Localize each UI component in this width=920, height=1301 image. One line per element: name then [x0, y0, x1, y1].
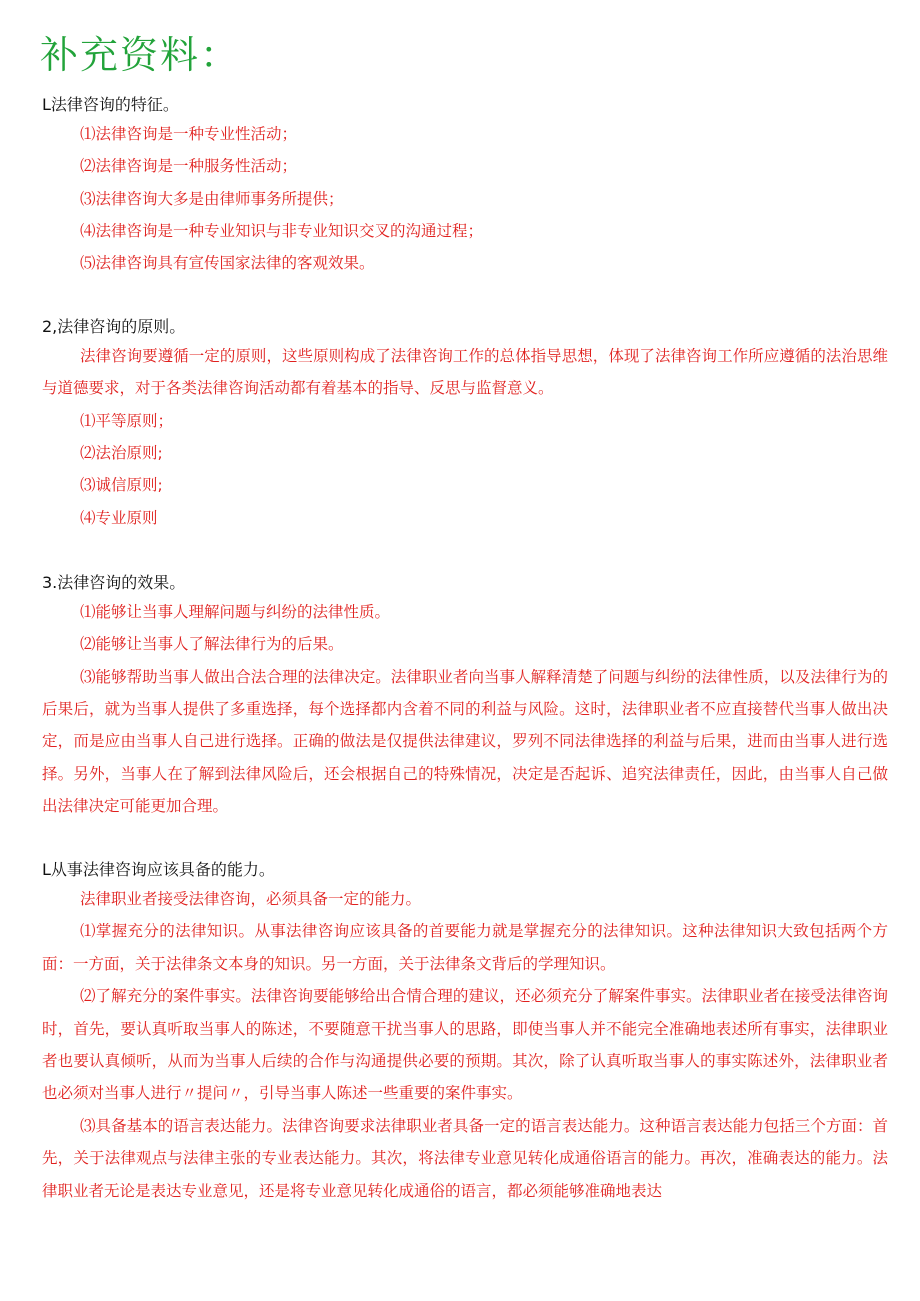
- section-principles: [42, 314, 888, 534]
- section-heading: L从事法律咨询应该具备的能力。: [42, 860, 275, 879]
- section-heading: L法律咨询的特征。: [42, 95, 179, 114]
- paragraph: ⑶具备基本的语言表达能力。法律咨询要求法律职业者具备一定的语言表达能力。这种语言表达能力包括三个方面：首先，关于法律观点与法律主张的专业表达能力。其次，将法律专业意见转化成通俗语言的能力。再次，准确表达的能力。法律职业者无论是表达专业意见，还是将专业意见转化成通俗的语言，都必须能够准确地表达: [42, 1116, 888, 1200]
- list-item: ⑵法治原则;: [80, 444, 163, 463]
- paragraph: ⑶能够帮助当事人做出合法合理的法律决定。法律职业者向当事人解释清楚了问题与纠纷的法律性质，以及法律行为的后果后，就为当事人提供了多重选择，每个选择都内含着不同的利益与风险。这时，法律职业者不应直接替代当事人做出决定，而是应由当事人自己进行选择。正确的做法是仅提供法律建议，罗列不同法律选择的利益与后果，进而由当事人进行选择。另外，当事人在了解到法律风险后，还会根据自己的特殊情况，决定是否起诉、追究法律责任，因此，由当事人自己做出法律决定可能更加合理。: [42, 667, 888, 816]
- section-effects: [42, 570, 888, 823]
- list-item: ⑶法律咨询大多是由律师事务所提供；: [80, 189, 344, 208]
- list-item: ⑴法律咨询是一种专业性活动；: [80, 125, 298, 143]
- section-abilities: [42, 857, 888, 1207]
- list-item: ⑶诚信原则;: [80, 476, 163, 495]
- paragraph: 法律咨询要遵循一定的原则，这些原则构成了法律咨询工作的总体指导思想，体现了法律咨询工作所应遵循的法治思维与道德要求，对于各类法律咨询活动都有着基本的指导、反思与监督意义。: [42, 347, 888, 398]
- paragraph: 法律职业者接受法律咨询，必须具备一定的能力。: [80, 890, 422, 908]
- page-title: 补充资料：: [40, 33, 241, 77]
- section-heading: 3.法律咨询的效果。: [42, 573, 186, 592]
- paragraph: ⑴掌握充分的法律知识。从事法律咨询应该具备的首要能力就是掌握充分的法律知识。这种法律知识大致包括两个方面：一方面，关于法律条文本身的知识。另一方面，关于法律条文背后的学理知识。: [42, 922, 888, 973]
- list-item: ⑵能够让当事人了解法律行为的后果。: [80, 635, 344, 654]
- list-item: ⑷法律咨询是一种专业知识与非专业知识交叉的沟通过程；: [80, 221, 484, 240]
- list-item: ⑸法律咨询具有宣传国家法律的客观效果。: [80, 254, 375, 273]
- list-item: ⑷专业原则: [80, 508, 158, 527]
- list-item: ⑴能够让当事人理解问题与纠纷的法律性质。: [80, 603, 391, 621]
- list-item: ⑵法律咨询是一种服务性活动；: [80, 157, 298, 176]
- section-characteristics: [42, 92, 888, 279]
- section-heading: 2,法律咨询的原则。: [42, 317, 186, 336]
- paragraph: ⑵了解充分的案件事实。法律咨询要能够给出合情合理的建议，还必须充分了解案件事实。法律职业者在接受法律咨询时，首先，要认真听取当事人的陈述，不要随意干扰当事人的思路，即使当事人并不能完全准确地表述所有事实，法律职业者也要认真倾听，从而为当事人后续的合作与沟通提供必要的预期。其次，除了认真听取当事人的事实陈述外，法律职业者也必须对当事人进行〃提问〃，引导当事人陈述一些重要的案件事实。: [42, 987, 888, 1103]
- list-item: ⑴平等原则；: [80, 411, 174, 430]
